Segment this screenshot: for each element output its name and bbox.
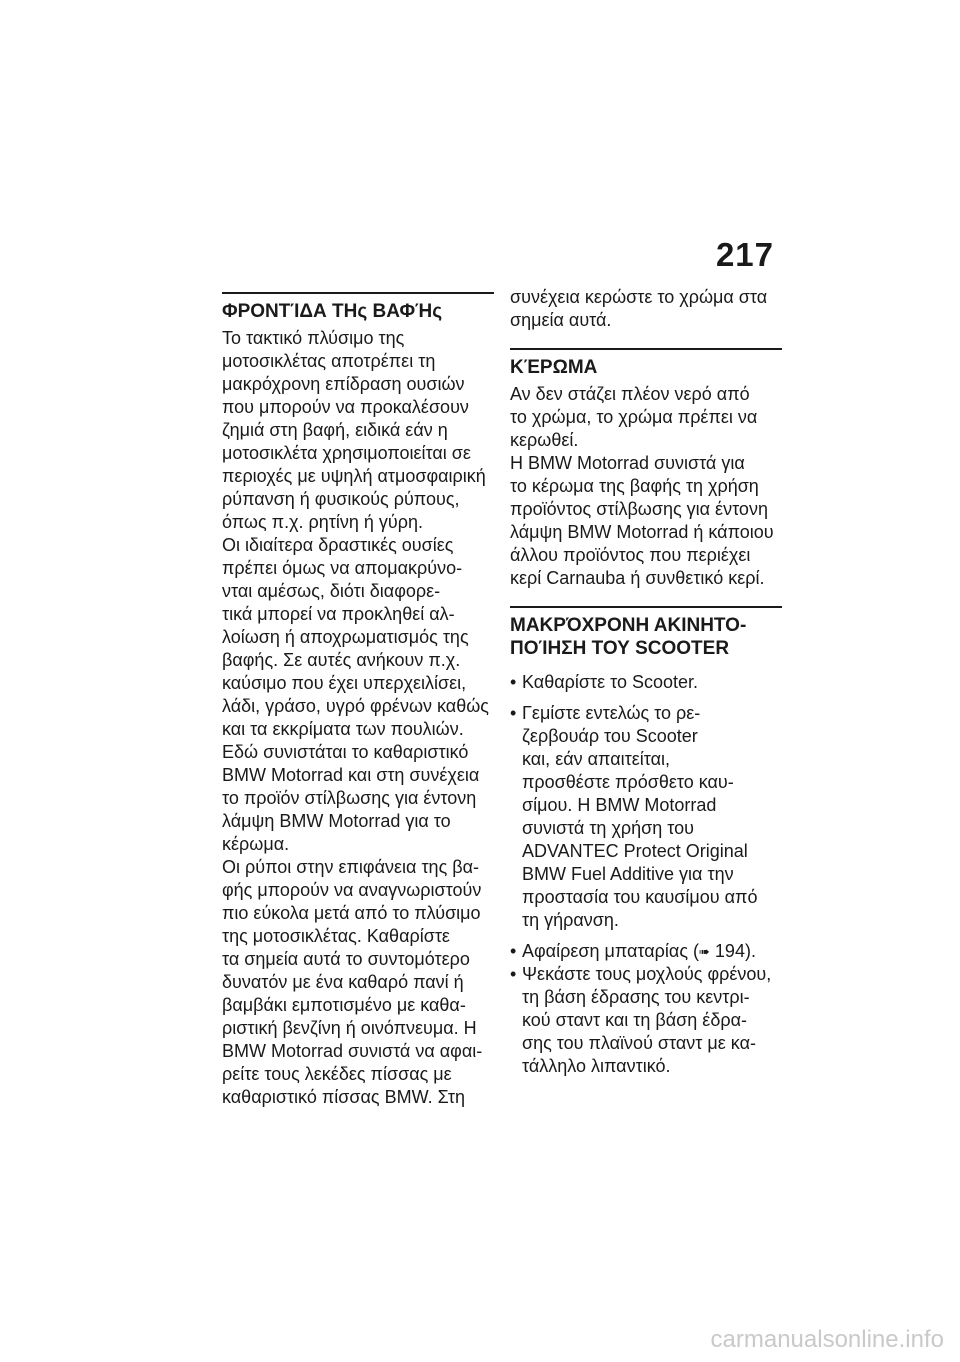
page-number: 217: [715, 236, 774, 273]
paragraph: Αν δεν στάζει πλέον νερό από το χρώμα, το χρώμα πρέπει να κερωθεί.: [510, 384, 758, 450]
right-column: [510, 286, 782, 1086]
paragraph: Οι ιδιαίτερα δραστικές ουσίες πρέπει όμως να απομακρύνο- νται αμέσως, διότι διαφορε- τικά μπορεί να προκληθεί αλ- λοίωση ή αποχρωματισμός της βαφής. Σε αυτές ανήκουν π.χ. καύσιμο που έχει υπερχειλίσει, λάδι, γράσο, υγρό φρένων καθώς και τα εκκρίματα των πουλιών. Εδώ συνιστάται το καθαριστικό BMW Motorrad και στη συνέχεια το προϊόν στίλβωσης για έντονη λάμψη BMW Motorrad για το κέρωμα.: [222, 535, 489, 854]
paragraph: Οι ρύποι στην επιφάνεια της βα- φής μπορούν να αναγνωριστούν πιο εύκολα μετά από το πλύσιμο της μοτοσικλέτας. Καθαρίστε τα σημεία αυτά το συντομότερο δυνατόν με ένα καθαρό πανί ή βαμβάκι εμποτισμένο με καθα- ριστική βενζίνη ή οινόπνευμα. Η BMW Motorrad συνιστά να αφαι- ρείτε τους λεκέδες πίσσας με καθαριστικό πίσσας BMW. Στη: [222, 857, 483, 1107]
battery-text: Αφαίρεση μπαταρίας (: [522, 941, 699, 961]
list-item-battery: [510, 940, 782, 963]
section-title-paint-care: ΦΡΟΝΤΊΔΑ ΤΗς ΒΑΦΉς: [222, 292, 494, 323]
list-item: • Ψεκάστε τους μοχλούς φρένου, τη βάση έδρασης του κεντρι- κού σταντ και τη βάση έδρα- σης του πλαϊνού σταντ με κα- τάλληλο λιπαντικό.: [510, 963, 782, 1078]
continuation-text: συνέχεια κερώστε το χρώμα στα σημεία αυτά.: [510, 287, 768, 330]
paragraph: Το τακτικό πλύσιμο της μοτοσικλέτας αποτρέπει τη μακρόχρονη επίδραση ουσιών που μπορούν να προκαλέσουν ζημιά στη βαφή, ειδικά εάν η μοτοσικλέτα χρησιμοποιείται σε περιοχές με υψηλή ατμοσφαιρική ρύπανση ή φυσικούς ρύπους, όπως π.χ. ρητίνη ή γύρη.: [222, 328, 486, 532]
page-reference-link[interactable]: 194: [714, 941, 745, 961]
page-reference-arrow-icon: ➠: [699, 944, 710, 959]
list-item: • Καθαρίστε το Scooter.: [510, 671, 782, 694]
left-column: [222, 292, 494, 1109]
section-title-waxing: ΚΈΡΩΜΑ: [510, 348, 782, 379]
battery-text-end: ).: [744, 941, 756, 961]
section-title-storage: ΜΑΚΡΌΧΡΟΝΗ ΑΚΙΝΗΤΟ- ΠΟΊΗΣΗ ΤΟΥ SCOOTER: [510, 606, 782, 660]
storage-steps-list: [510, 671, 782, 1078]
paragraph: Η BMW Motorrad συνιστά για το κέρωμα της βαφής τη χρήση προϊόντος στίλβωσης για έντονη λάμψη BMW Motorrad ή κάποιου άλλου προϊόντος που περιέχει κερί Carnauba ή συνθετικό κερί.: [510, 453, 774, 588]
list-item: • Γεμίστε εντελώς το ρε- ζερβουάρ του Scooter και, εάν απαιτείται, προσθέστε πρόσθετο καυ- σίμου. Η BMW Motorrad συνιστά τη χρήση του ADVANTEC Protect Original BMW Fuel Additive για την προστασία του καυσίμου από τη γήρανση.: [510, 702, 782, 932]
watermark: carmanualsonline.info: [710, 1326, 944, 1353]
